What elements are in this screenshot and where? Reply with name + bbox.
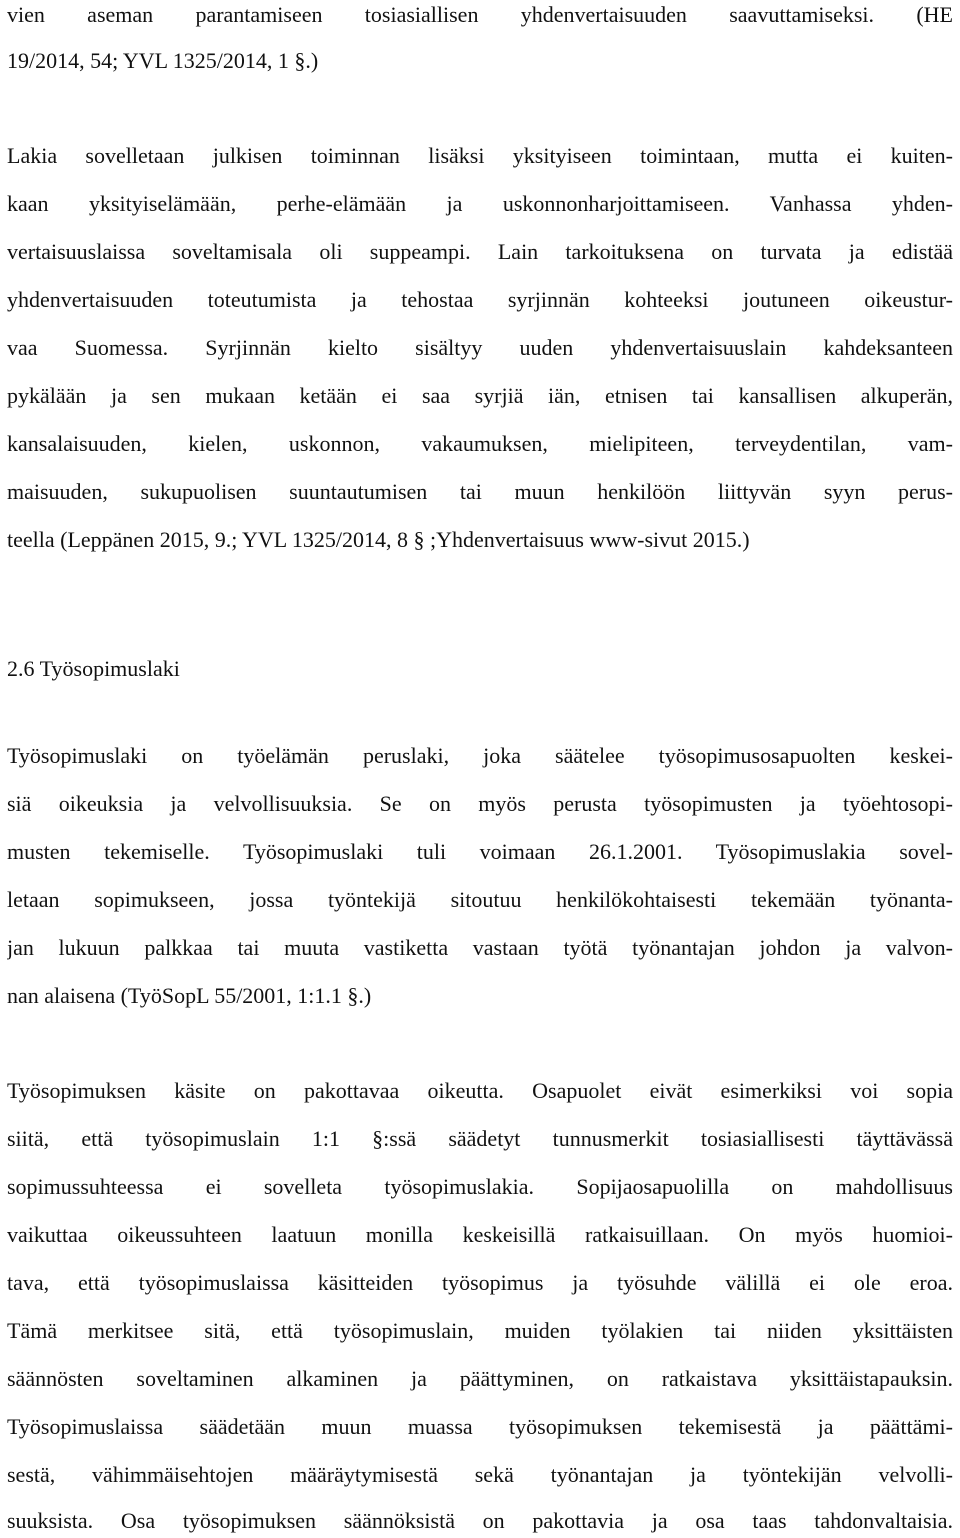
text-line: siitä, että työsopimuslain 1:1 §:ssä säädetyt tunnusmerkit tosiasiallisesti täyttävässä	[7, 1126, 953, 1151]
text-line: jan lukuun palkkaa tai muuta vastiketta vastaan työtä työnantajan johdon ja valvon-	[7, 935, 953, 960]
text-line: yhdenvertaisuuden toteutumista ja tehostaa syrjinnän kohteeksi joutuneen oikeustur-	[7, 287, 953, 312]
text-line: suuksista. Osa työsopimuksen säännöksistä on pakottavia ja osa taas tahdonvaltaisia.	[7, 1508, 953, 1533]
text-line: 19/2014, 54; YVL 1325/2014, 1 §.)	[7, 48, 319, 73]
text-line: Lakia sovelletaan julkisen toiminnan lisäksi yksityiseen toimintaan, mutta ei kuiten-	[7, 143, 953, 168]
text-line: vaikuttaa oikeussuhteen laatuun monilla keskeisillä ratkaisuillaan. On myös huomioi-	[7, 1222, 953, 1247]
text-line: tava, että työsopimuslaissa käsitteiden työsopimus ja työsuhde välillä ei ole eroa.	[7, 1270, 953, 1295]
text-line: teella (Leppänen 2015, 9.; YVL 1325/2014, 8 § ;Yhdenvertaisuus www-sivut 2015.)	[7, 527, 750, 552]
text-line: musten tekemiselle. Työsopimuslaki tuli voimaan 26.1.2001. Työsopimuslakia sovel-	[7, 839, 953, 864]
text-line: säännösten soveltaminen alkaminen ja päättyminen, on ratkaistava yksittäistapauksin.	[7, 1366, 953, 1391]
text-line: pykälään ja sen mukaan ketään ei saa syrjiä iän, etnisen tai kansallisen alkuperän,	[7, 383, 953, 408]
text-line: nan alaisena (TyöSopL 55/2001, 1:1.1 §.)	[7, 983, 372, 1008]
text-line: vertaisuuslaissa soveltamisala oli suppeampi. Lain tarkoituksena on turvata ja edistää	[7, 239, 953, 264]
text-line: Työsopimuksen käsite on pakottavaa oikeutta. Osapuolet eivät esimerkiksi voi sopia	[7, 1078, 953, 1103]
section-heading: 2.6 Työsopimuslaki	[7, 656, 180, 681]
text-line: sopimussuhteessa ei sovelleta työsopimuslakia. Sopijaosapuolilla on mahdollisuus	[7, 1174, 953, 1199]
text-line: kansalaisuuden, kielen, uskonnon, vakaumuksen, mielipiteen, terveydentilan, vam-	[7, 431, 953, 456]
text-line: Tämä merkitsee sitä, että työsopimuslain, muiden työlakien tai niiden yksittäisten	[7, 1318, 953, 1343]
text-line: vien aseman parantamiseen tosiasiallisen yhdenvertaisuuden saavuttamiseksi. (HE	[7, 2, 953, 27]
text-line: Työsopimuslaki on työelämän peruslaki, joka säätelee työsopimusosapuolten keskei-	[7, 743, 953, 768]
text-line: vaa Suomessa. Syrjinnän kielto sisältyy uuden yhdenvertaisuuslain kahdeksanteen	[7, 335, 953, 360]
text-line: siä oikeuksia ja velvollisuuksia. Se on myös perusta työsopimusten ja työehtosopi-	[7, 791, 953, 816]
text-line: letaan sopimukseen, jossa työntekijä sitoutuu henkilökohtaisesti tekemään työnanta-	[7, 887, 953, 912]
text-line: kaan yksityiselämään, perhe-elämään ja uskonnonharjoittamiseen. Vanhassa yhden-	[7, 191, 953, 216]
text-line: maisuuden, sukupuolisen suuntautumisen tai muun henkilöön liittyvän syyn perus-	[7, 479, 953, 504]
text-line: Työsopimuslaissa säädetään muun muassa työsopimuksen tekemisestä ja päättämi-	[7, 1414, 953, 1439]
text-line: sestä, vähimmäisehtojen määräytymisestä sekä työnantajan ja työntekijän velvolli-	[7, 1462, 953, 1487]
